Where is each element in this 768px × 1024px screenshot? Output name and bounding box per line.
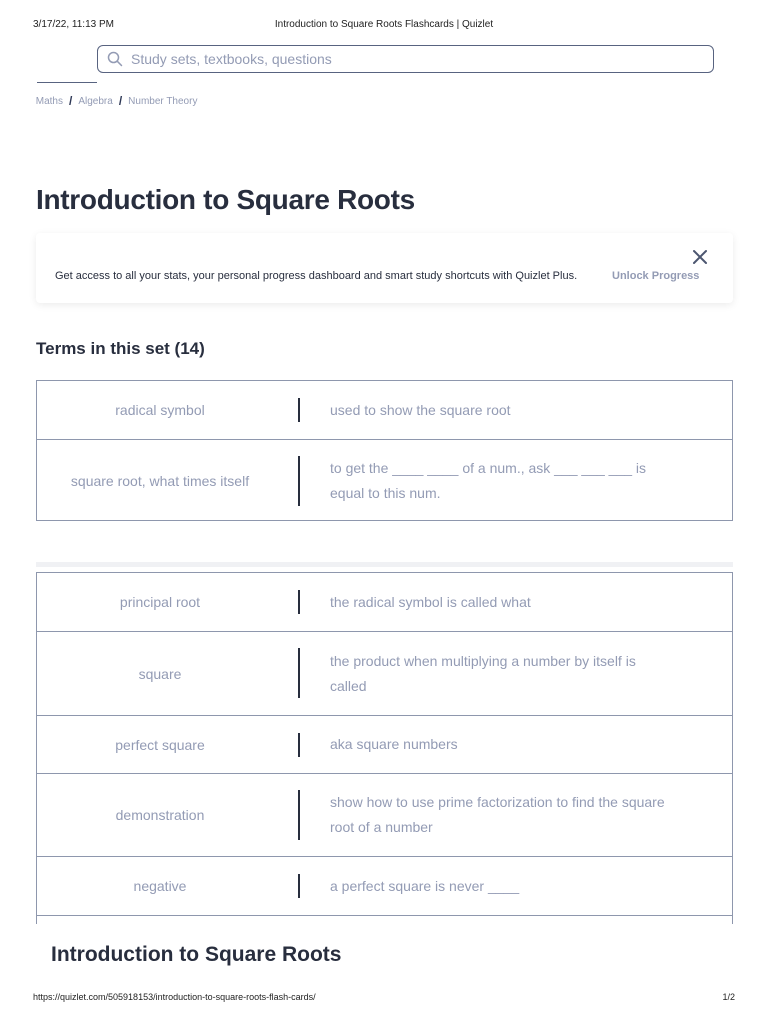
print-page-number: 1/2 bbox=[722, 992, 735, 1002]
term-text: demonstration bbox=[115, 807, 205, 823]
print-datetime: 3/17/22, 11:13 PM bbox=[33, 19, 114, 30]
term-row[interactable] bbox=[37, 573, 732, 631]
row-divider bbox=[298, 790, 300, 840]
breadcrumb-separator: / bbox=[69, 94, 73, 108]
search-box[interactable] bbox=[97, 45, 714, 73]
definition-text: to get the ____ ____ of a num., ask ___ ___ ___ is equal to this num. bbox=[330, 459, 647, 501]
term-text: perfect square bbox=[115, 736, 205, 753]
print-doc-title: Introduction to Square Roots Flashcards | Quizlet bbox=[274, 19, 494, 30]
unlock-progress-link[interactable]: Unlock Progress bbox=[612, 270, 700, 282]
breadcrumb-separator: / bbox=[118, 94, 123, 108]
definition-text: show how to use prime factorization to find the square root of a number bbox=[330, 794, 665, 835]
print-url: https://quizlet.com/505918153/introduction-to-square-roots-flash-cards/ bbox=[33, 992, 316, 1002]
search-input[interactable]: Study sets, textbooks, questions bbox=[131, 51, 332, 67]
term-row[interactable] bbox=[37, 773, 732, 856]
definition-text: aka square numbers bbox=[330, 736, 458, 752]
term-text: square bbox=[138, 665, 182, 682]
term-text: square root, what times itself bbox=[70, 472, 250, 489]
row-divider bbox=[298, 456, 300, 506]
upsell-banner bbox=[36, 233, 733, 303]
section-separator bbox=[36, 562, 733, 567]
breadcrumb-item-algebra[interactable]: Algebra bbox=[78, 95, 113, 107]
close-icon[interactable] bbox=[692, 249, 708, 265]
search-icon[interactable] bbox=[107, 50, 125, 68]
term-row[interactable] bbox=[37, 631, 732, 715]
term-row[interactable] bbox=[37, 439, 732, 521]
definition-text: a perfect square is never ____ bbox=[330, 877, 520, 894]
definition-text: the product when multiplying a number by itself is called bbox=[330, 652, 636, 694]
term-text: negative bbox=[133, 878, 187, 894]
terms-heading: Terms in this set (14) bbox=[36, 339, 205, 358]
breadcrumb-item-number-theory[interactable]: Number Theory bbox=[128, 95, 198, 107]
row-divider bbox=[298, 590, 300, 614]
terms-list bbox=[36, 380, 733, 521]
term-row[interactable] bbox=[37, 381, 732, 439]
term-row[interactable] bbox=[37, 715, 732, 773]
definition-text: the radical symbol is called what bbox=[330, 593, 531, 610]
row-divider bbox=[298, 648, 300, 698]
breadcrumb bbox=[36, 94, 197, 108]
definition-text: used to show the square root bbox=[330, 401, 511, 418]
breadcrumb-item-maths[interactable]: Maths bbox=[36, 95, 63, 107]
term-row-partial bbox=[37, 915, 732, 925]
page-title-repeat: Introduction to Square Roots bbox=[51, 943, 342, 966]
term-row[interactable] bbox=[37, 856, 732, 915]
header-underline bbox=[37, 82, 97, 83]
term-text: principal root bbox=[119, 594, 201, 610]
row-divider bbox=[298, 398, 300, 422]
terms-list bbox=[36, 572, 733, 924]
banner-text: Get access to all your stats, your personal progress dashboard and smart study shortcuts with Quizlet Plus. bbox=[55, 270, 578, 282]
row-divider bbox=[298, 733, 300, 757]
page-title: Introduction to Square Roots bbox=[36, 184, 415, 215]
term-text: radical symbol bbox=[115, 402, 205, 418]
row-divider bbox=[298, 874, 300, 898]
